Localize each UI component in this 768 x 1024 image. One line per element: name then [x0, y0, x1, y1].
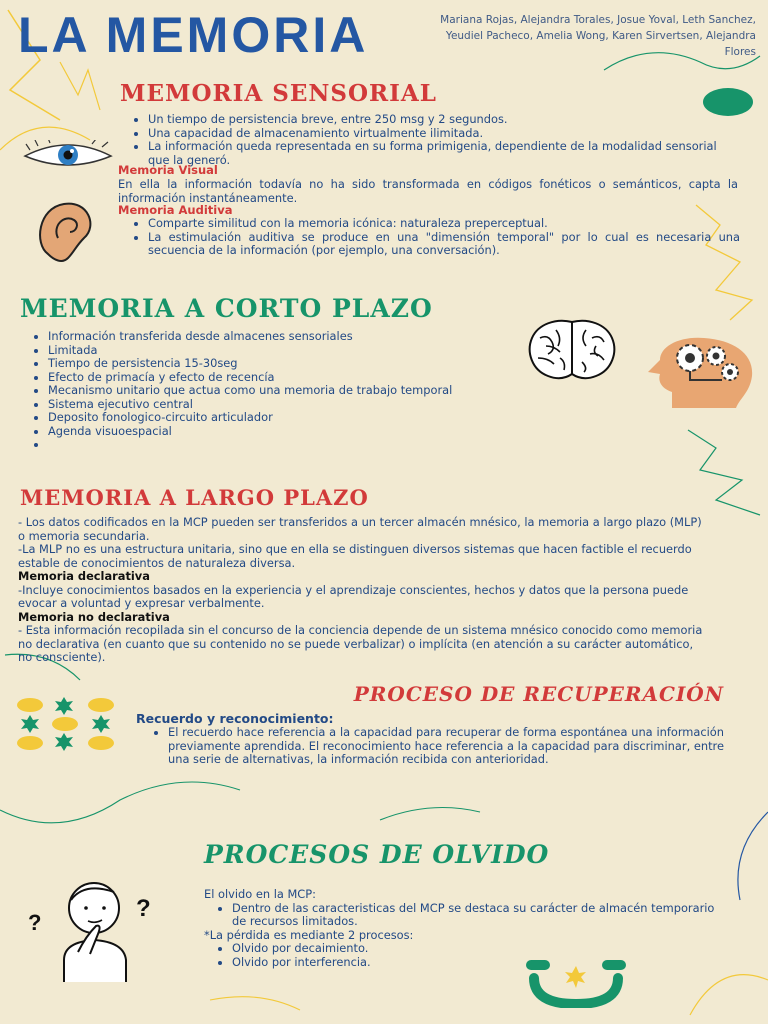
list-item — [48, 438, 640, 452]
largo-plazo-p2: -La MLP no es una estructura unitaria, sino que en ella se distinguen diversos sistemas que hacen factible el recuerdo estable de conocimientos de naturaleza diversa. — [18, 542, 692, 570]
list-item: • La estimulación auditiva se produce en una "dimensión temporal" por lo cual es necesaria una secuencia de la información (por ejemplo, una conversación). — [148, 231, 740, 258]
subheading-memoria-no-declarativa: Memoria no declarativa — [18, 609, 170, 624]
list-item: • Agenda visuoespacial — [48, 425, 640, 439]
heading-proceso-recuperacion: PROCESO DE RECUPERACIÓN — [353, 682, 724, 706]
list-item: • Una capacidad de almacenamiento virtualmente ilimitada. — [148, 127, 740, 141]
memoria-no-declarativa-text: - Esta información recopilada sin el concurso de la conciencia depende de un sistema mnésico conocido como memoria no declarativa (en cuanto que su contenido no se puede verbalizar) o implícita (en atención a su carácter automático, no consciente). — [18, 623, 703, 664]
page-title: LA MEMORIA — [18, 7, 369, 63]
list-item: • Limitada — [48, 344, 640, 358]
subheading-memoria-auditiva: Memoria Auditiva — [118, 203, 233, 217]
olvido-text — [204, 888, 724, 969]
authors-list: Mariana Rojas, Alejandra Torales, Josue Yoval, Leth Sanchez, Yeudiel Pacheco, Amelia Wong, Karen Sirvertsen, Alejandra Flores — [440, 14, 756, 58]
list-item: • Deposito fonologico-circuito articulador — [48, 411, 640, 425]
subheading-recuerdo-reconocimiento: Recuerdo y reconocimiento: — [136, 711, 334, 726]
svg-text:?: ? — [28, 910, 42, 935]
list-item: • Olvido por interferencia. — [232, 956, 724, 970]
heading-memoria-largo-plazo: MEMORIA A LARGO PLAZO — [20, 485, 369, 510]
sensorial-bullets — [120, 113, 740, 167]
largo-plazo-text — [18, 516, 704, 665]
memoria-visual-text: En ella la información todavía no ha sido transformada en códigos fonéticos o semánticos, capta la información instantáneamente. — [118, 177, 738, 205]
memoria-declarativa-text: -Incluye conocimientos basados en la experiencia y el aprendizaje conscientes, hechos y datos que la persona puede evocar a voluntad y expresar verbalmente. — [18, 582, 689, 610]
head-gears-icon — [644, 336, 756, 410]
auditiva-bullets — [120, 217, 740, 258]
dots-pattern — [14, 696, 120, 752]
largo-plazo-p1: - Los datos codificados en la MCP pueden ser transferidos a un tercer almacén mnésico, la memoria a largo plazo (MLP) o memoria secundaria. — [18, 515, 702, 543]
list-item: • Dentro de las caracteristicas del MCP se destaca su carácter de almacén temporario de recursos limitados. — [232, 902, 724, 929]
svg-text:?: ? — [136, 895, 151, 922]
list-item: • Mecanismo unitario que actua como una memoria de trabajo temporal — [48, 384, 640, 398]
list-item: • Olvido por decaimiento. — [232, 942, 724, 956]
heading-procesos-olvido: PROCESOS DE OLVIDO — [204, 840, 550, 869]
list-item: • Comparte similitud con la memoria icónica: naturaleza preperceptual. — [148, 217, 740, 231]
olvido-note: *La pérdida es mediante 2 procesos: — [204, 927, 414, 942]
eye-icon — [22, 140, 114, 170]
brain-icon — [526, 318, 618, 382]
list-item: • Efecto de primacía y efecto de recencía — [48, 371, 640, 385]
list-item: • La información queda representada en su forma primigenia, dependiente de la modalidad sensorial que la generó. — [148, 140, 740, 167]
olvido-intro: El olvido en la MCP: — [204, 887, 316, 901]
list-item: • Tiempo de persistencia 15-30seg — [48, 357, 640, 371]
ear-icon — [30, 198, 102, 264]
smiley-face-icon — [524, 954, 630, 1008]
heading-memoria-sensorial: MEMORIA SENSORIAL — [120, 80, 437, 107]
subheading-memoria-visual: Memoria Visual — [118, 163, 218, 177]
list-item: • Información transferida desde almacenes sensoriales — [48, 330, 640, 344]
list-item: • Sistema ejecutivo central — [48, 398, 640, 412]
list-item: • Un tiempo de persistencia breve, entre 250 msg y 2 segundos. — [148, 113, 740, 127]
heading-memoria-corto-plazo: MEMORIA A CORTO PLAZO — [20, 294, 433, 323]
list-item: • El recuerdo hace referencia a la capacidad para recuperar de forma espontánea una información previamente aprendida. El reconocimiento hace referencia a la capacidad para discriminar, entre una serie de alternativas, la información recibida con anterioridad. — [168, 726, 724, 767]
subheading-memoria-declarativa: Memoria declarativa — [18, 569, 150, 583]
thinking-person-icon — [24, 878, 164, 982]
recuperacion-bullets — [140, 726, 724, 767]
